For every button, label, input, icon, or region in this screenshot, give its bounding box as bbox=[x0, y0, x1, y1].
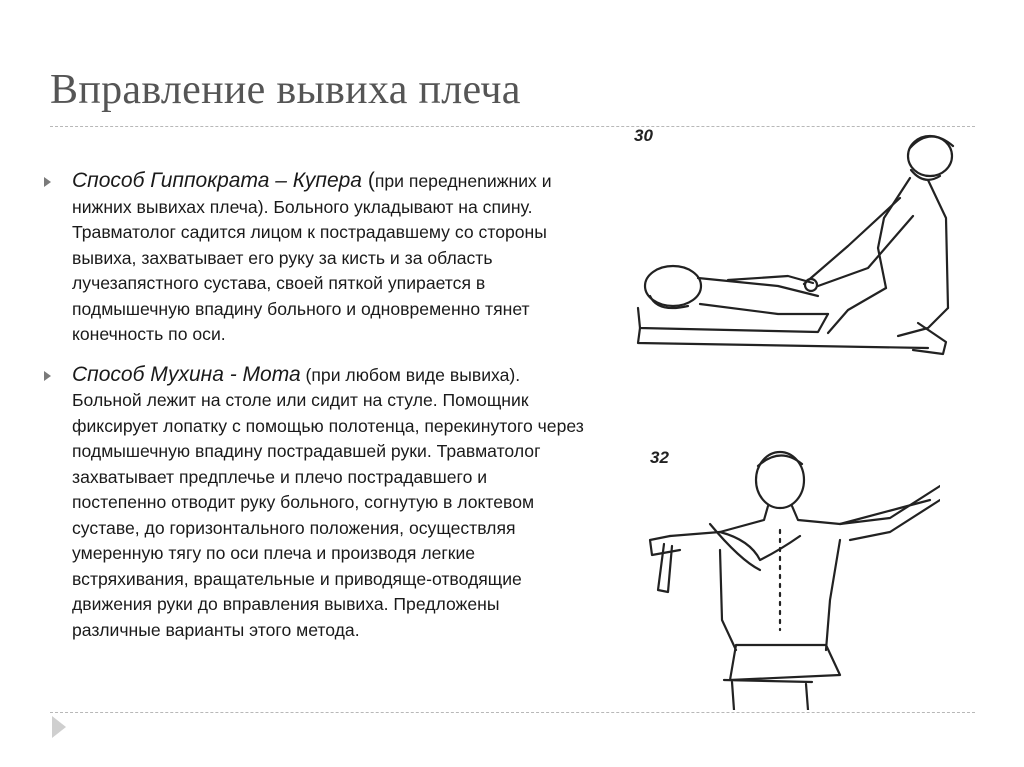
method-heading: Способ Гиппократа – Купера bbox=[72, 169, 362, 192]
figure-number: 30 bbox=[634, 126, 653, 145]
mukhin-mot-illustration bbox=[640, 440, 940, 710]
hippocrates-illustration bbox=[628, 118, 958, 366]
bullet-arrow-icon bbox=[44, 177, 51, 187]
list-item bbox=[44, 168, 584, 348]
figure-hippocrates bbox=[628, 118, 958, 366]
method-description: (при любом виде вывиха). Больной лежит на столе или сидит на стуле. Помощник фиксирует лопатку с помощью полотенца, перекинутого через подмышечную впадину пострадавшей руки. Травматолог захватывает предплечье и плечо пострадавшего и постепенно отводит руку больного, согнутую в локтевом суставе, до горизонтального положения, осуществляя умеренную тягу по оси плеча и производя легкие встряхивания, вращательные и приводяще-отводящие движения руки до вправления вывиха. Предложены различные варианты этого метода. bbox=[72, 364, 584, 640]
bullet-arrow-icon bbox=[44, 371, 51, 381]
method-description: при переднenижних и нижних вывихах плеча). Больного укладывают на спину. Травматолог садится лицом к пострадавшему со стороны вывиха, захватывает его руку за кисть и за область лучезапястного сустава, своей пяткой упирается в подмышечную впадину больного и одновременно тянет конечность по оси. bbox=[72, 171, 552, 344]
figure-number: 32 bbox=[650, 448, 669, 467]
bullet-list bbox=[44, 168, 584, 657]
list-item bbox=[44, 362, 584, 644]
footer-divider bbox=[50, 712, 975, 713]
corner-arrow-icon bbox=[52, 716, 66, 738]
paren-open: ( bbox=[362, 169, 375, 192]
method-heading: Способ Мухина - Мота bbox=[72, 362, 301, 386]
slide-title: Вправление вывиха плеча bbox=[50, 67, 521, 113]
figure-mukhin-mot bbox=[640, 440, 940, 710]
